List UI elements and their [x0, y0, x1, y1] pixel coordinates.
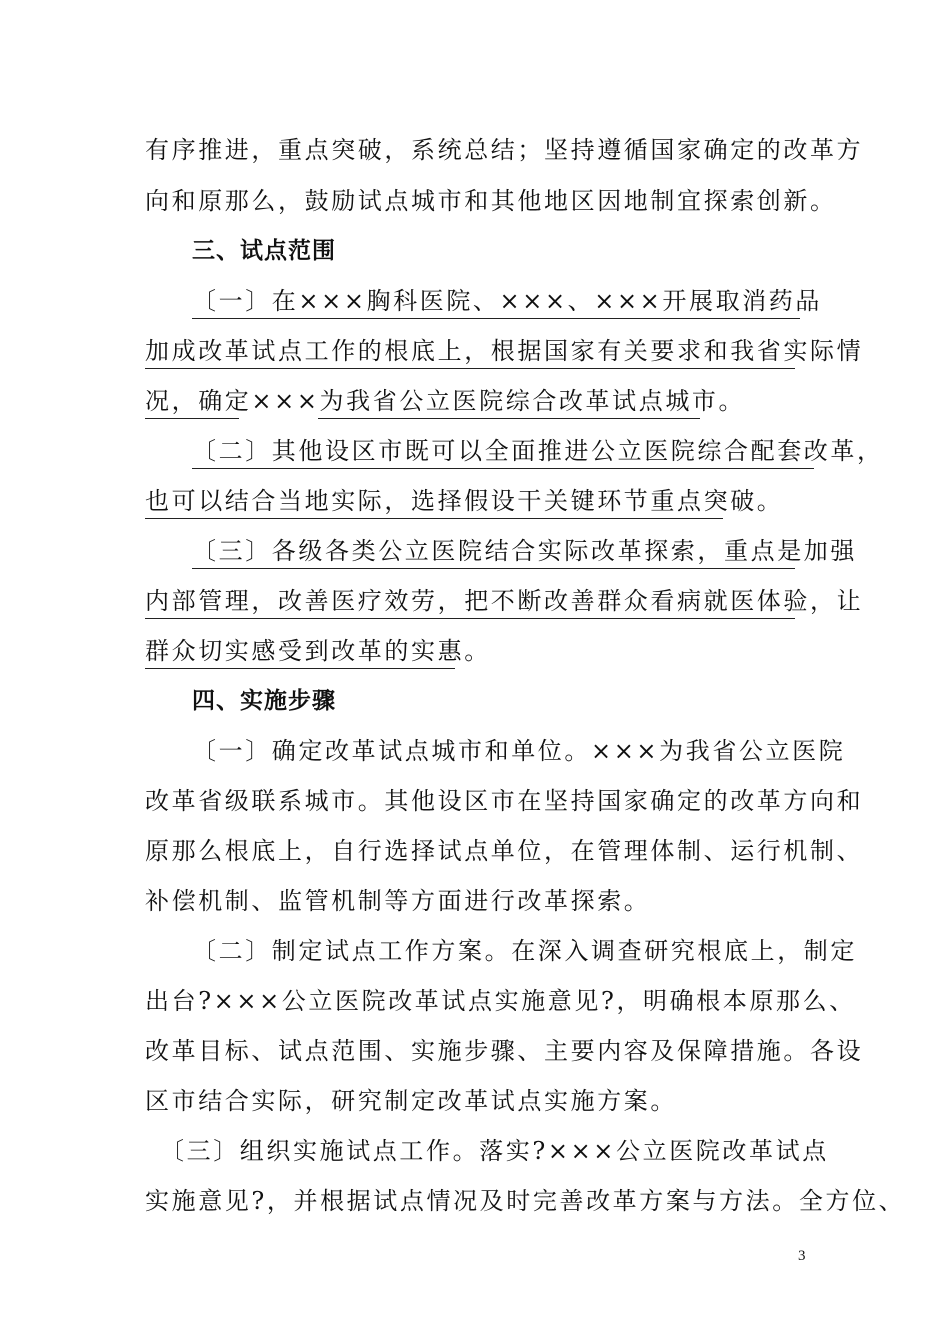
body-line: 群众切实感受到改革的实惠。: [145, 637, 491, 665]
body-line: 出台?×××公立医院改革试点实施意见?，明确根本原那么、: [145, 987, 856, 1015]
body-line: 〔二〕其他设区市既可以全面推进公立医院综合配套改革，: [192, 437, 884, 465]
text-underline: [145, 618, 795, 619]
text-underline: [192, 468, 814, 469]
body-line: 向和原那么，鼓励试点城市和其他地区因地制宜探索创新。: [145, 187, 837, 215]
text-underline: [145, 418, 239, 419]
text-underline: [192, 318, 800, 319]
text-underline: [145, 668, 455, 669]
text-underline: [192, 568, 795, 569]
page-number: 3: [798, 1248, 806, 1264]
section-heading-scope: 三、试点范围: [192, 238, 336, 264]
body-line: 〔一〕在×××胸科医院、×××、×××开展取消药品: [192, 287, 822, 315]
body-line: 补偿机制、监管机制等方面进行改革探索。: [145, 887, 651, 915]
body-line: 〔三〕各级各类公立医院结合实际改革探索，重点是加强: [192, 537, 857, 565]
body-line: 加成改革试点工作的根底上，根据国家有关要求和我省实际情: [145, 337, 864, 365]
body-line: 〔三〕组织实施试点工作。落实?×××公立医院改革试点: [160, 1137, 829, 1165]
body-line: 改革省级联系城市。其他设区市在坚持国家确定的改革方向和: [145, 787, 864, 815]
body-line: 内部管理，改善医疗效劳，把不断改善群众看病就医体验，让: [145, 587, 864, 615]
body-line: 〔二〕制定试点工作方案。在深入调查研究根底上，制定: [192, 937, 857, 965]
text-underline: [145, 368, 795, 369]
body-line: 区市结合实际，研究制定改革试点实施方案。: [145, 1087, 677, 1115]
body-line: 有序推进，重点突破，系统总结；坚持遵循国家确定的改革方: [145, 136, 864, 164]
body-line: 改革目标、试点范围、实施步骤、主要内容及保障措施。各设: [145, 1037, 864, 1065]
text-underline: [318, 418, 700, 419]
body-line: 实施意见?，并根据试点情况及时完善改革方案与方法。全方位、: [145, 1187, 906, 1215]
body-line: 也可以结合当地实际，选择假设干关键环节重点突破。: [145, 487, 784, 515]
body-line: 〔一〕确定改革试点城市和单位。×××为我省公立医院: [192, 737, 846, 765]
section-heading-steps: 四、实施步骤: [192, 688, 336, 714]
text-underline: [145, 518, 723, 519]
body-line: 原那么根底上，自行选择试点单位，在管理体制、运行机制、: [145, 837, 864, 865]
body-line: 况，确定×××为我省公立医院综合改革试点城市。: [145, 387, 746, 415]
